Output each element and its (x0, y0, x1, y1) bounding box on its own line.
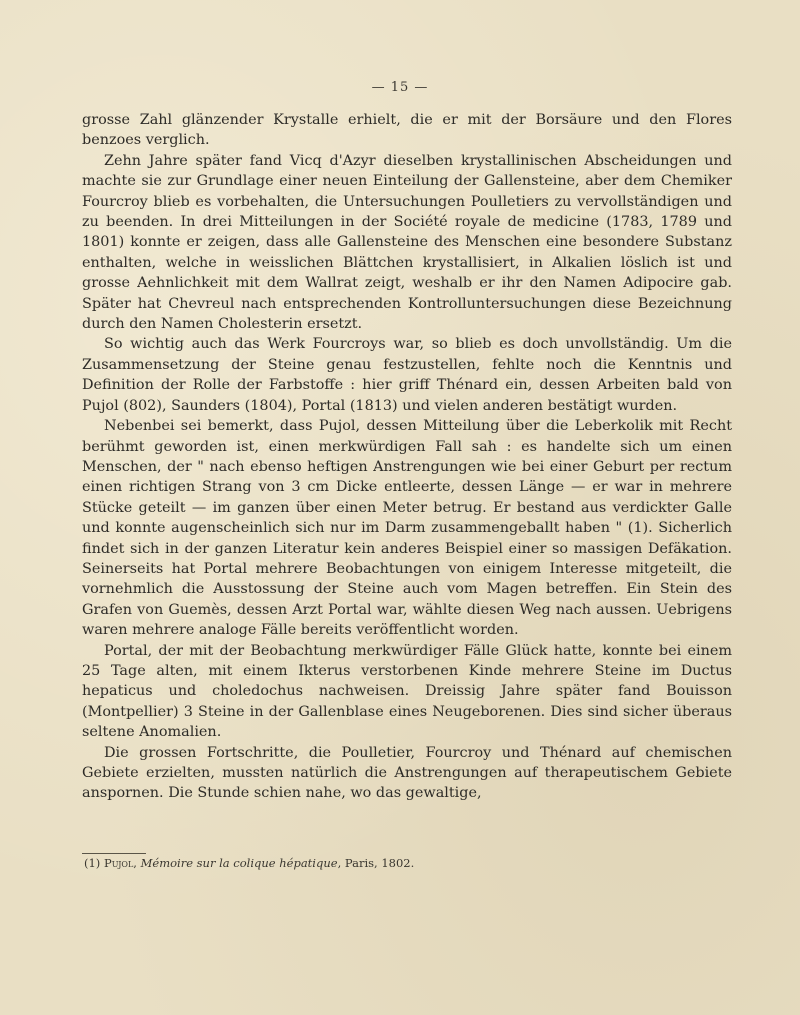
paragraph: So wichtig auch das Werk Fourcroys war, so blieb es doch unvollständig. Um die Zusammensetzung der Steine genau festzustellen, fehlte noch die Kenntnis und Definition der Rolle der Farbstoffe : hier griff Thénard ein, dessen Arbeiten bald von Pujol (802), Saunders (1804), Portal (1813) und vielen anderen bestätigt wurden. (82, 336, 732, 414)
paragraph: Portal, der mit der Beobachtung merkwürdiger Fälle Glück hatte, konnte bei einem 25 Tage alten, mit einem Ikterus verstorbenen Kinde mehrere Steine im Ductus hepaticus und choledochus nachweisen. Dreissig Jahre später fand Bouisson (Montpellier) 3 Steine in der Gallenblase eines Neugeborenen. Dies sind sicher überaus seltene Anomalien. (82, 642, 732, 741)
body-text (82, 110, 732, 804)
footnote-marker: (1) (84, 856, 104, 870)
footnote-separator: , (133, 856, 141, 870)
footnote-citation-rest: , Paris, 1802. (337, 856, 415, 870)
footnote-work-title: Mémoire sur la colique hépatique (140, 856, 338, 870)
paragraph: Die grossen Fortschritte, die Poulletier, Fourcroy und Thénard auf chemischen Gebiete erzielten, mussten natürlich die Anstrengungen auf therapeutischem Gebiete anspornen. Die Stunde schien nahe, wo das gewaltige, (82, 744, 732, 802)
page-number: — 15 — (371, 80, 429, 95)
footnote-divider (82, 853, 146, 854)
footnote-author: Pujol (103, 856, 134, 870)
paragraph: Nebenbei sei bemerkt, dass Pujol, dessen Mitteilung über die Leberkolik mit Recht berühmt geworden ist, einen merkwürdigen Fall sah : es handelte sich um einen Menschen, der " nach ebenso heftigen Anstrengungen wie bei einer Geburt per rectum einen richtigen Strang von 3 cm Dicke entleerte, dessen Länge — er war in mehrere Stücke geteilt — im ganzen über einen Meter betrug. Er bestand aus verdickter Galle und konnte augenscheinlich sich nur im Darm zusammengeballt haben " (1). Sicherlich findet sich in der ganzen Literatur kein anderes Beispiel einer so massigen Defäkation. Seinerseits hat Portal mehrere Beobachtungen von einigem Interesse mitgeteilt, die vornehmlich die Ausstossung der Steine auch vom Magen betreffen. Ein Stein des Grafen von Guemès, dessen Arzt Portal war, wählte diesen Weg nach aussen. Uebrigens waren mehrere analoge Fälle bereits veröffentlicht worden. (82, 418, 732, 639)
footnote (84, 856, 724, 870)
paragraph: Zehn Jahre später fand Vicq d'Azyr dieselben krystallinischen Abscheidungen und machte sie zur Grundlage einer neuen Einteilung der Gallensteine, aber dem Chemiker Fourcroy blieb es vorbehalten, die Untersuchungen Poulletiers zu vervollständigen und zu beenden. In drei Mitteilungen in der Société royale de medicine (1783, 1789 und 1801) konnte er zeigen, dass alle Gallensteine des Menschen eine besondere Substanz enthalten, welche in weisslichen Blättchen krystallisiert, in Alkalien löslich ist und grosse Aehnlichkeit mit dem Wallrat zeigt, weshalb er ihr den Namen Adipocire gab. Später hat Chevreul nach entsprechenden Kontrolluntersuchungen diese Bezeichnung durch den Namen Cholesterin ersetzt. (82, 152, 732, 333)
paragraph: grosse Zahl glänzender Krystalle erhielt, die er mit der Borsäure und den Flores benzoes verglich. (82, 112, 732, 149)
